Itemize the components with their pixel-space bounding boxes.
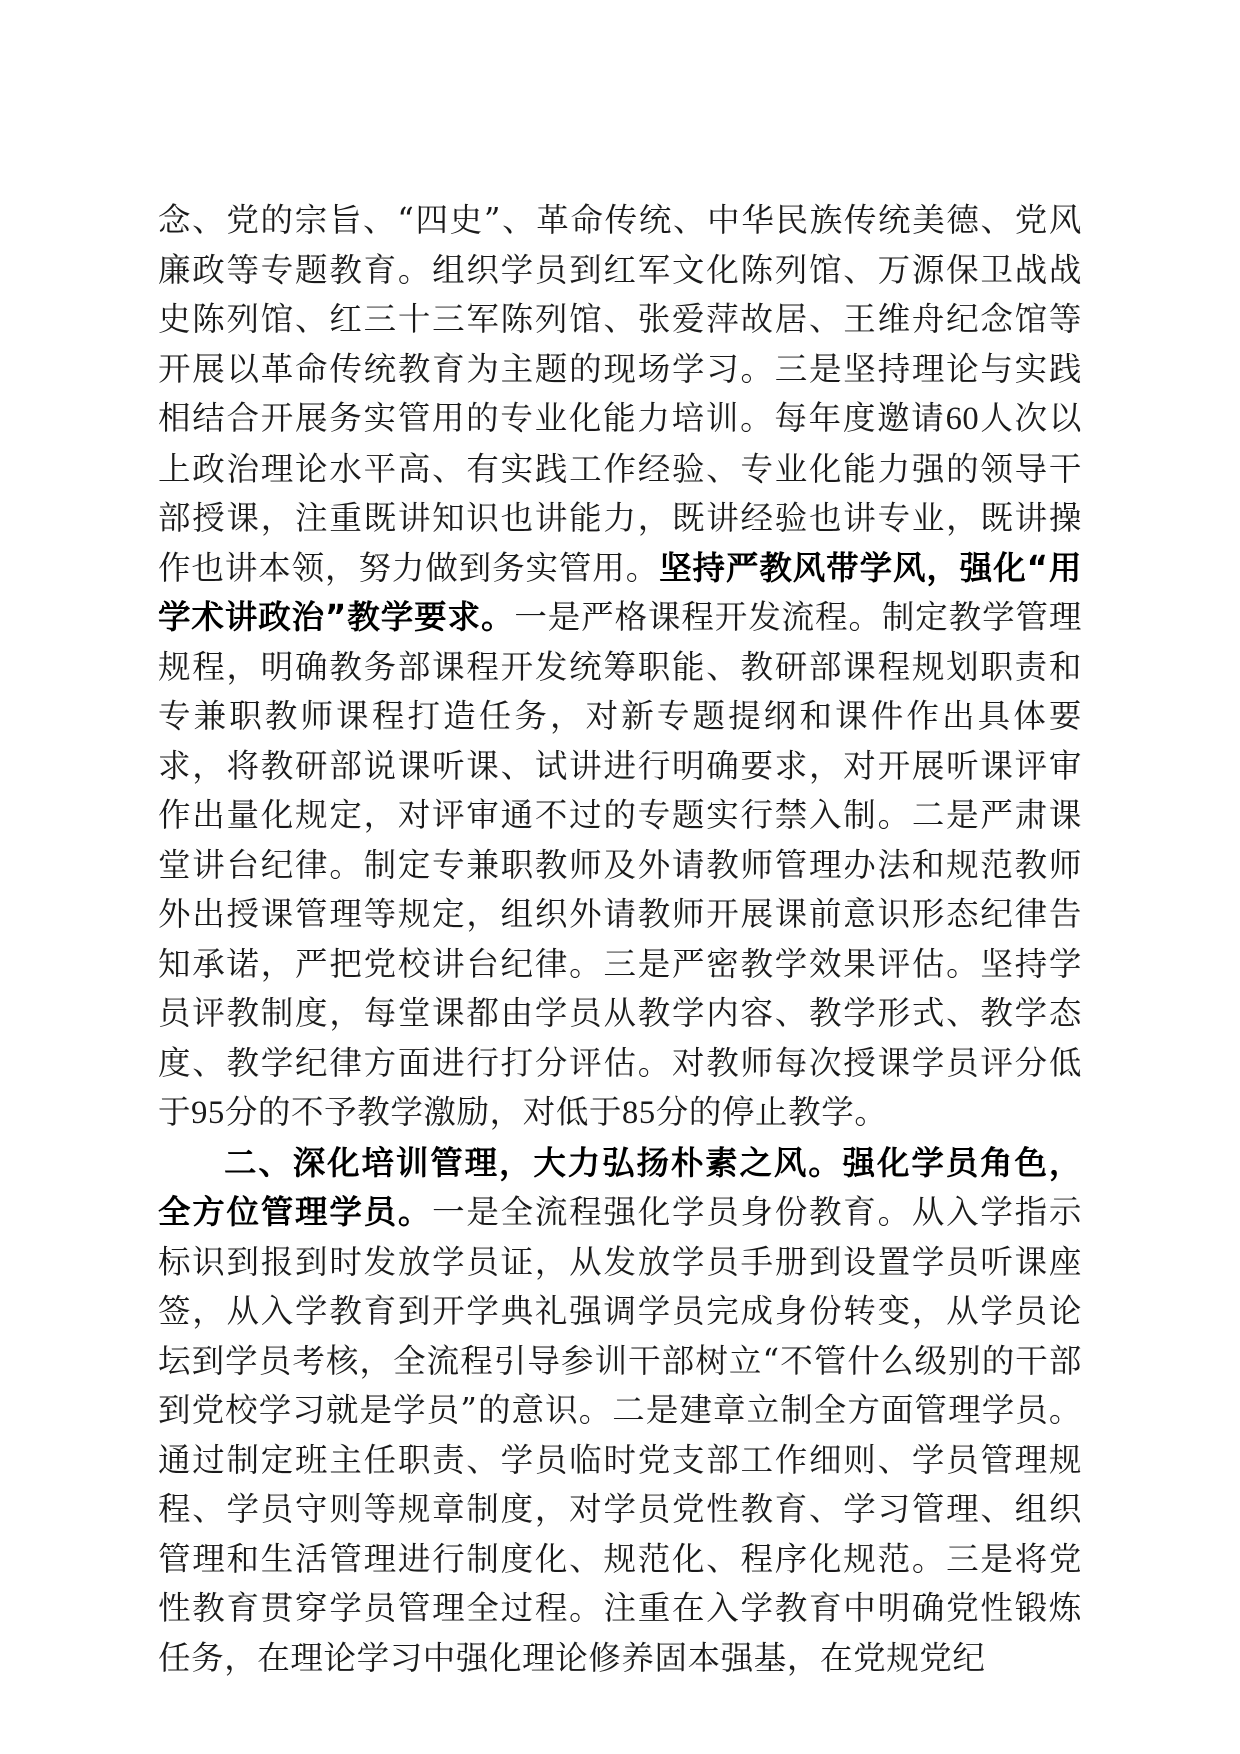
paragraph-2: [158, 1139, 1082, 1684]
bold-heading-run: 二、深化培训管理，大力弘扬朴素之风。强化学员角色，全方位管理学员。: [158, 1143, 1082, 1231]
number-run: 60: [945, 401, 980, 437]
document-page: [158, 196, 1082, 1683]
text-run: 分的停止教学。: [655, 1093, 888, 1131]
text-run: 念、党的宗旨、“四史”、革命传统、中华民族传统美德、党风廉政等专题教育。组织学员到红军文化陈列馆、万源保卫战战史陈列馆、红三十三军陈列馆、张爱萍故居、王维舟纪念馆等开展以革命传统教育为主题的现场学习。三是坚持理论与实践相结合开展务实管用的专业化能力培训。每年度邀请: [158, 201, 1082, 437]
text-run: 分的不予教学激励，对低于: [224, 1093, 623, 1131]
number-run: 95: [191, 1095, 225, 1131]
paragraph-1: [158, 196, 1082, 1139]
number-run: 85: [622, 1095, 656, 1131]
text-run: 一是全流程强化学员身份教育。从入学指示标识到报到时发放学员证，从发放学员手册到设置学员听课座签，从入学教育到开学典礼强调学员完成身份转变，从学员论坛到学员考核，全流程引导参训干部树立“不管什么级别的干部到党校学习就是学员”的意识。二是建章立制全方面管理学员。通过制定班主任职责、学员临时党支部工作细则、学员管理规程、学员守则等规章制度，对学员党性教育、学习管理、组织管理和生活管理进行制度化、规范化、程序化规范。三是将党性教育贯穿学员管理全过程。注重在入学教育中明确党性锻炼任务，在理论学习中强化理论修养固本强基，在党规党纪: [158, 1193, 1082, 1677]
bold-heading-run: 坚持严教风带学风，强化“用学术讲政治”教学要求。: [158, 548, 1082, 636]
text-run: 一是严格课程开发流程。制定教学管理规程，明确教务部课程开发统筹职能、教研部课程规划职责和专兼职教师课程打造任务，对新专题提纲和课件作出具体要求，将教研部说课听课、试讲进行明确要求，对开展听课评审作出量化规定，对评审通不过的专题实行禁入制。二是严肃课堂讲台纪律。制定专兼职教师及外请教师管理办法和规范教师外出授课管理等规定，组织外请教师开展课前意识形态纪律告知承诺，严把党校讲台纪律。三是严密教学效果评估。坚持学员评教制度，每堂课都由学员从教学内容、教学形式、教学态度、教学纪律方面进行打分评估。对教师每次授课学员评分低于: [158, 598, 1082, 1131]
text-run: 人次以上政治理论水平高、有实践工作经验、专业化能力强的领导干部授课，注重既讲知识也讲能力，既讲经验也讲专业，既讲操作也讲本领，努力做到务实管用。: [158, 399, 1082, 587]
